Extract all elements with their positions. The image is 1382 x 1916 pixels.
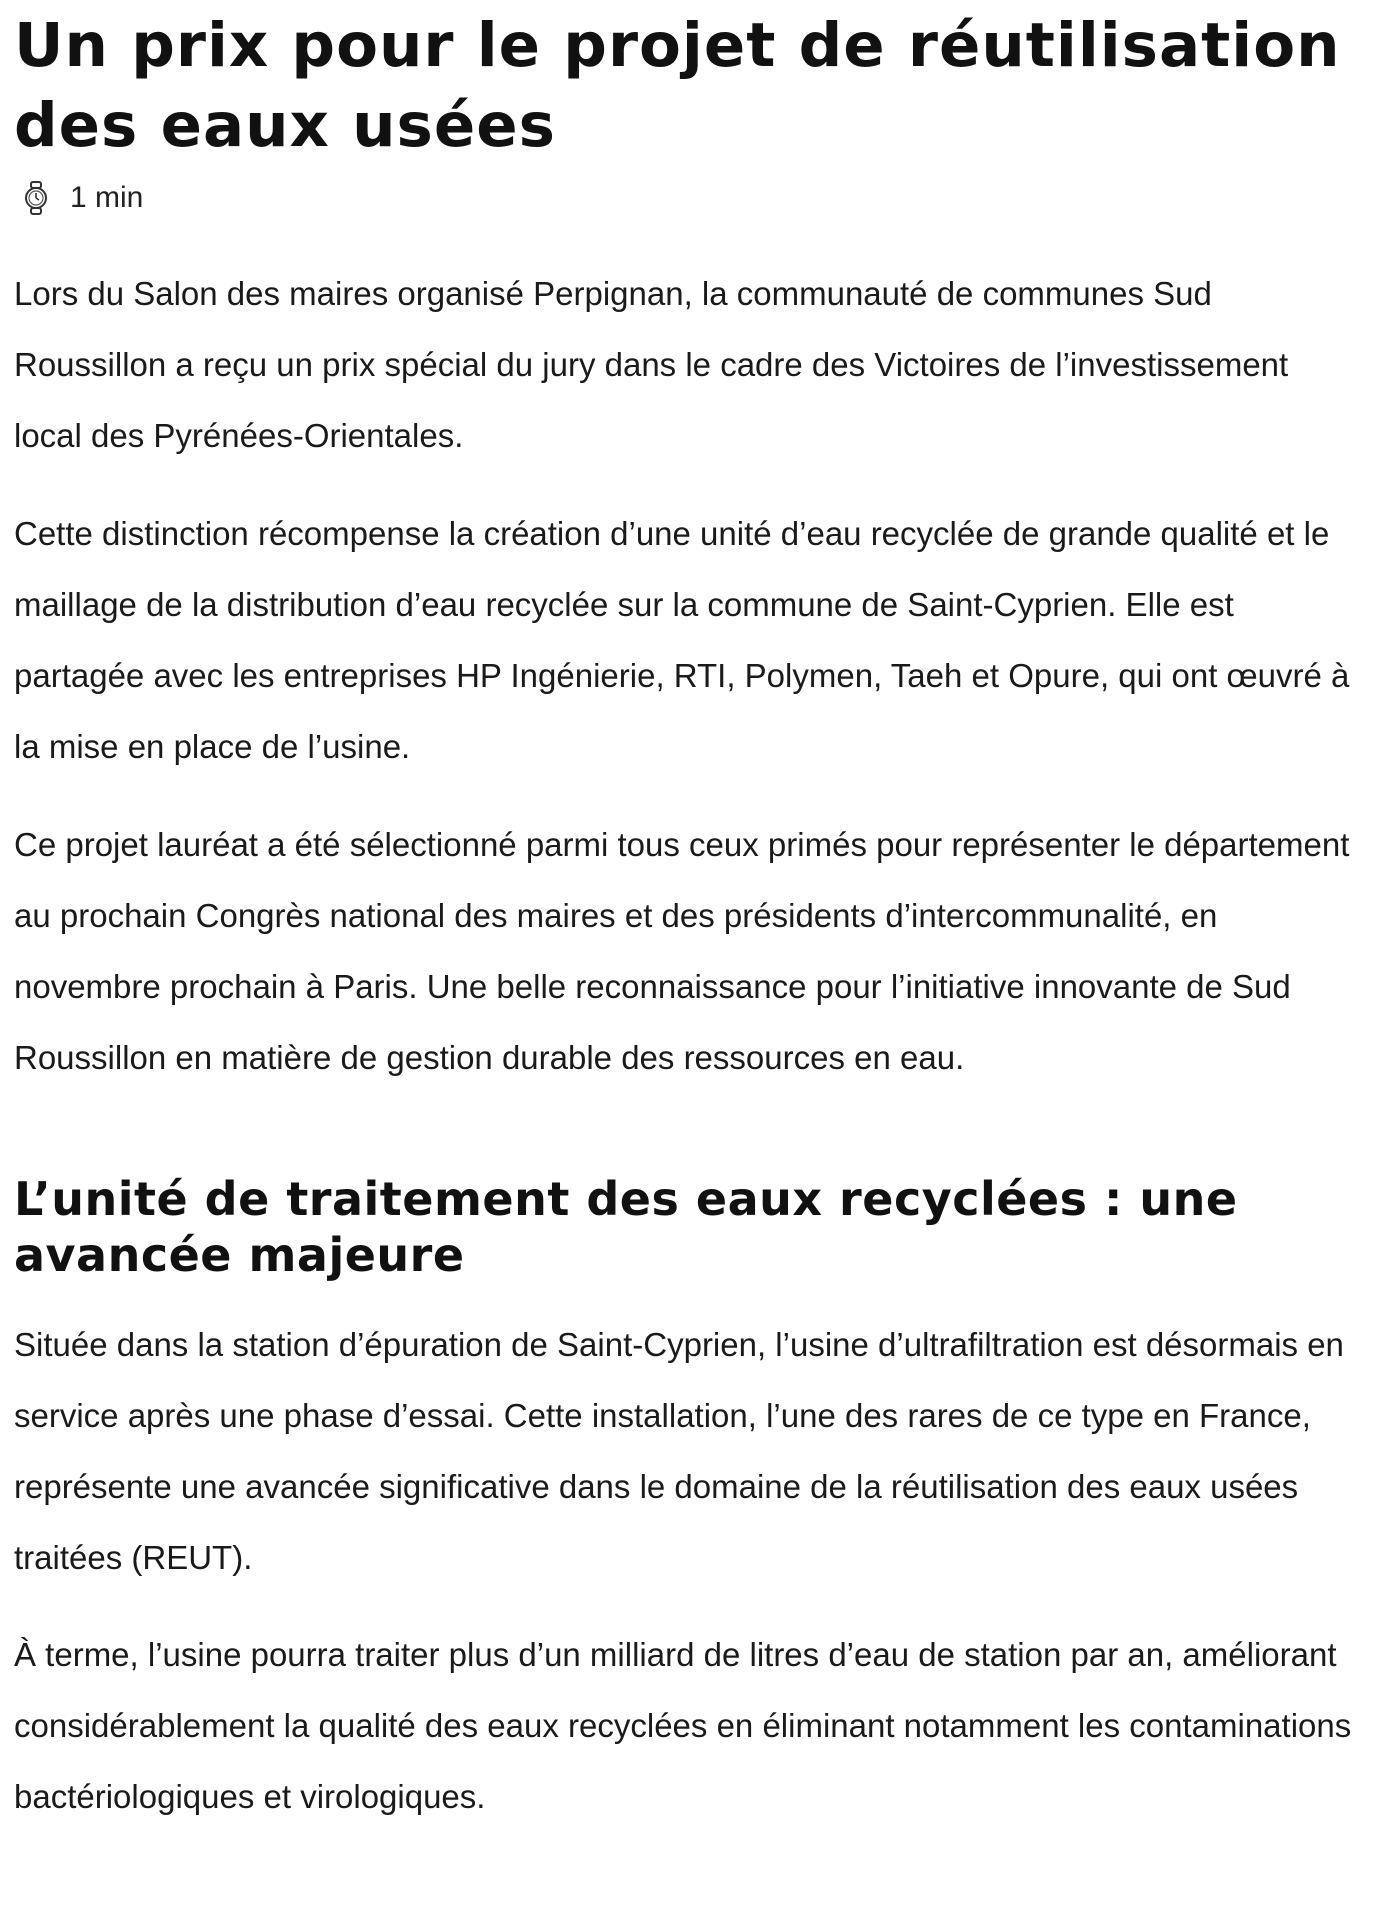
section-paragraph-2: À terme, l’usine pourra traiter plus d’un milliard de litres d’eau de station par an, améliorant considérablement la qualité des eaux recyclées en éliminant notamment les contaminations bactériologiques et virologiques. [14,1636,1352,1815]
section-heading: L’unité de traitement des eaux recyclées : une avancée majeure [14,1172,1238,1282]
section-paragraph-1: Située dans la station d’épuration de Saint-Cyprien, l’usine d’ultrafiltration est désormais en service après une phase d’essai. Cette installation, l’une des rares de ce type en France, représente une avancée significative dans le domaine de la réutilisation des eaux usées traitées (REUT). [14,1326,1344,1576]
paragraph-1: Lors du Salon des maires organisé Perpignan, la communauté de communes Sud Roussillon a reçu un prix spécial du jury dans le cadre des Victoires de l’investissement local des Pyrénées-Orientales. [14,275,1289,454]
stopwatch-icon [24,180,48,216]
reading-time-label: 1 min [70,181,144,214]
paragraph-3: Ce projet lauréat a été sélectionné parmi tous ceux primés pour représenter le département au prochain Congrès national des maires et des présidents d’intercommunalité, en novembre prochain à Paris. Une belle reconnaissance pour l’initiative innovante de Sud Roussillon en matière de gestion durable des ressources en eau. [14,826,1350,1076]
article-title: Un prix pour le projet de réutilisation des eaux usées [14,10,1341,161]
paragraph-2: Cette distinction récompense la création d’une unité d’eau recyclée de grande qualité et le maillage de la distribution d’eau recyclée sur la commune de Saint-Cyprien. Elle est partagée avec les entreprises HP Ingénierie, RTI, Polymen, Taeh et Opure, qui ont œuvré à la mise en place de l’usine. [14,515,1350,765]
reading-time [14,178,1354,218]
article [14,0,1354,1832]
